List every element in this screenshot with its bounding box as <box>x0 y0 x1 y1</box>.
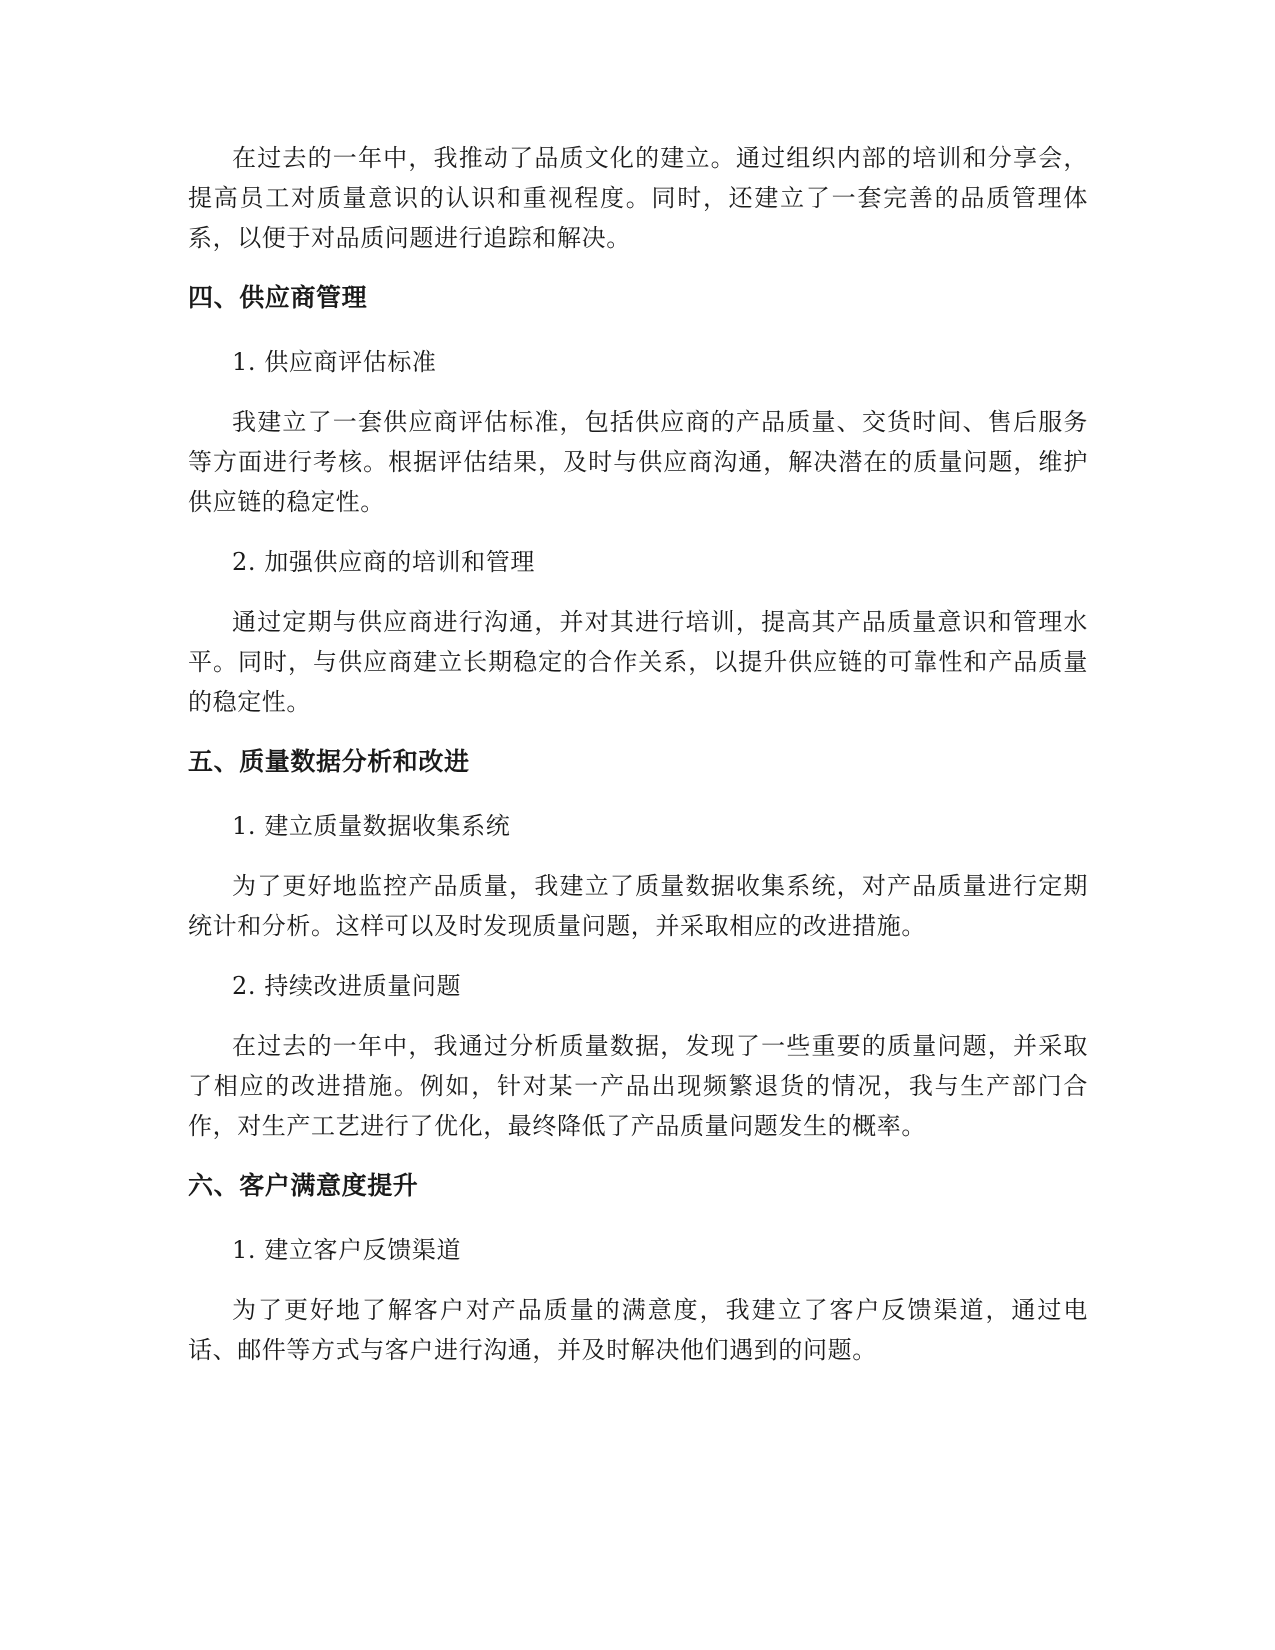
document-page <box>188 138 1088 1390</box>
intro-paragraph: 在过去的一年中，我推动了品质文化的建立。通过组织内部的培训和分享会，提高员工对质量意识的认识和重视程度。同时，还建立了一套完善的品质管理体系，以便于对品质问题进行追踪和解决。 <box>188 144 1088 252</box>
paragraph-supplier-training: 通过定期与供应商进行沟通，并对其进行培训，提高其产品质量意识和管理水平。同时，与供应商建立长期稳定的合作关系，以提升供应链的可靠性和产品质量的稳定性。 <box>188 608 1088 716</box>
subsection-title-customer-feedback: 1. 建立客户反馈渠道 <box>232 1236 462 1264</box>
section-heading-customer-satisfaction: 六、客户满意度提升 <box>188 1171 419 1200</box>
subsection-title-data-collection: 1. 建立质量数据收集系统 <box>232 812 511 840</box>
section-heading-supplier-management: 四、供应商管理 <box>188 283 368 312</box>
paragraph-data-collection: 为了更好地监控产品质量，我建立了质量数据收集系统，对产品质量进行定期统计和分析。这样可以及时发现质量问题，并采取相应的改进措施。 <box>188 872 1088 940</box>
paragraph-continuous-improvement: 在过去的一年中，我通过分析质量数据，发现了一些重要的质量问题，并采取了相应的改进措施。例如，针对某一产品出现频繁退货的情况，我与生产部门合作，对生产工艺进行了优化，最终降低了产品质量问题发生的概率。 <box>188 1032 1088 1140</box>
subsection-title-continuous-improvement: 2. 持续改进质量问题 <box>232 972 462 1000</box>
subsection-title-supplier-training: 2. 加强供应商的培训和管理 <box>232 548 535 576</box>
subsection-title-supplier-evaluation: 1. 供应商评估标准 <box>232 348 437 376</box>
paragraph-customer-feedback: 为了更好地了解客户对产品质量的满意度，我建立了客户反馈渠道，通过电话、邮件等方式与客户进行沟通，并及时解决他们遇到的问题。 <box>188 1296 1088 1364</box>
paragraph-supplier-evaluation: 我建立了一套供应商评估标准，包括供应商的产品质量、交货时间、售后服务等方面进行考核。根据评估结果，及时与供应商沟通，解决潜在的质量问题，维护供应链的稳定性。 <box>188 408 1088 516</box>
section-heading-quality-data: 五、质量数据分析和改进 <box>188 747 470 776</box>
